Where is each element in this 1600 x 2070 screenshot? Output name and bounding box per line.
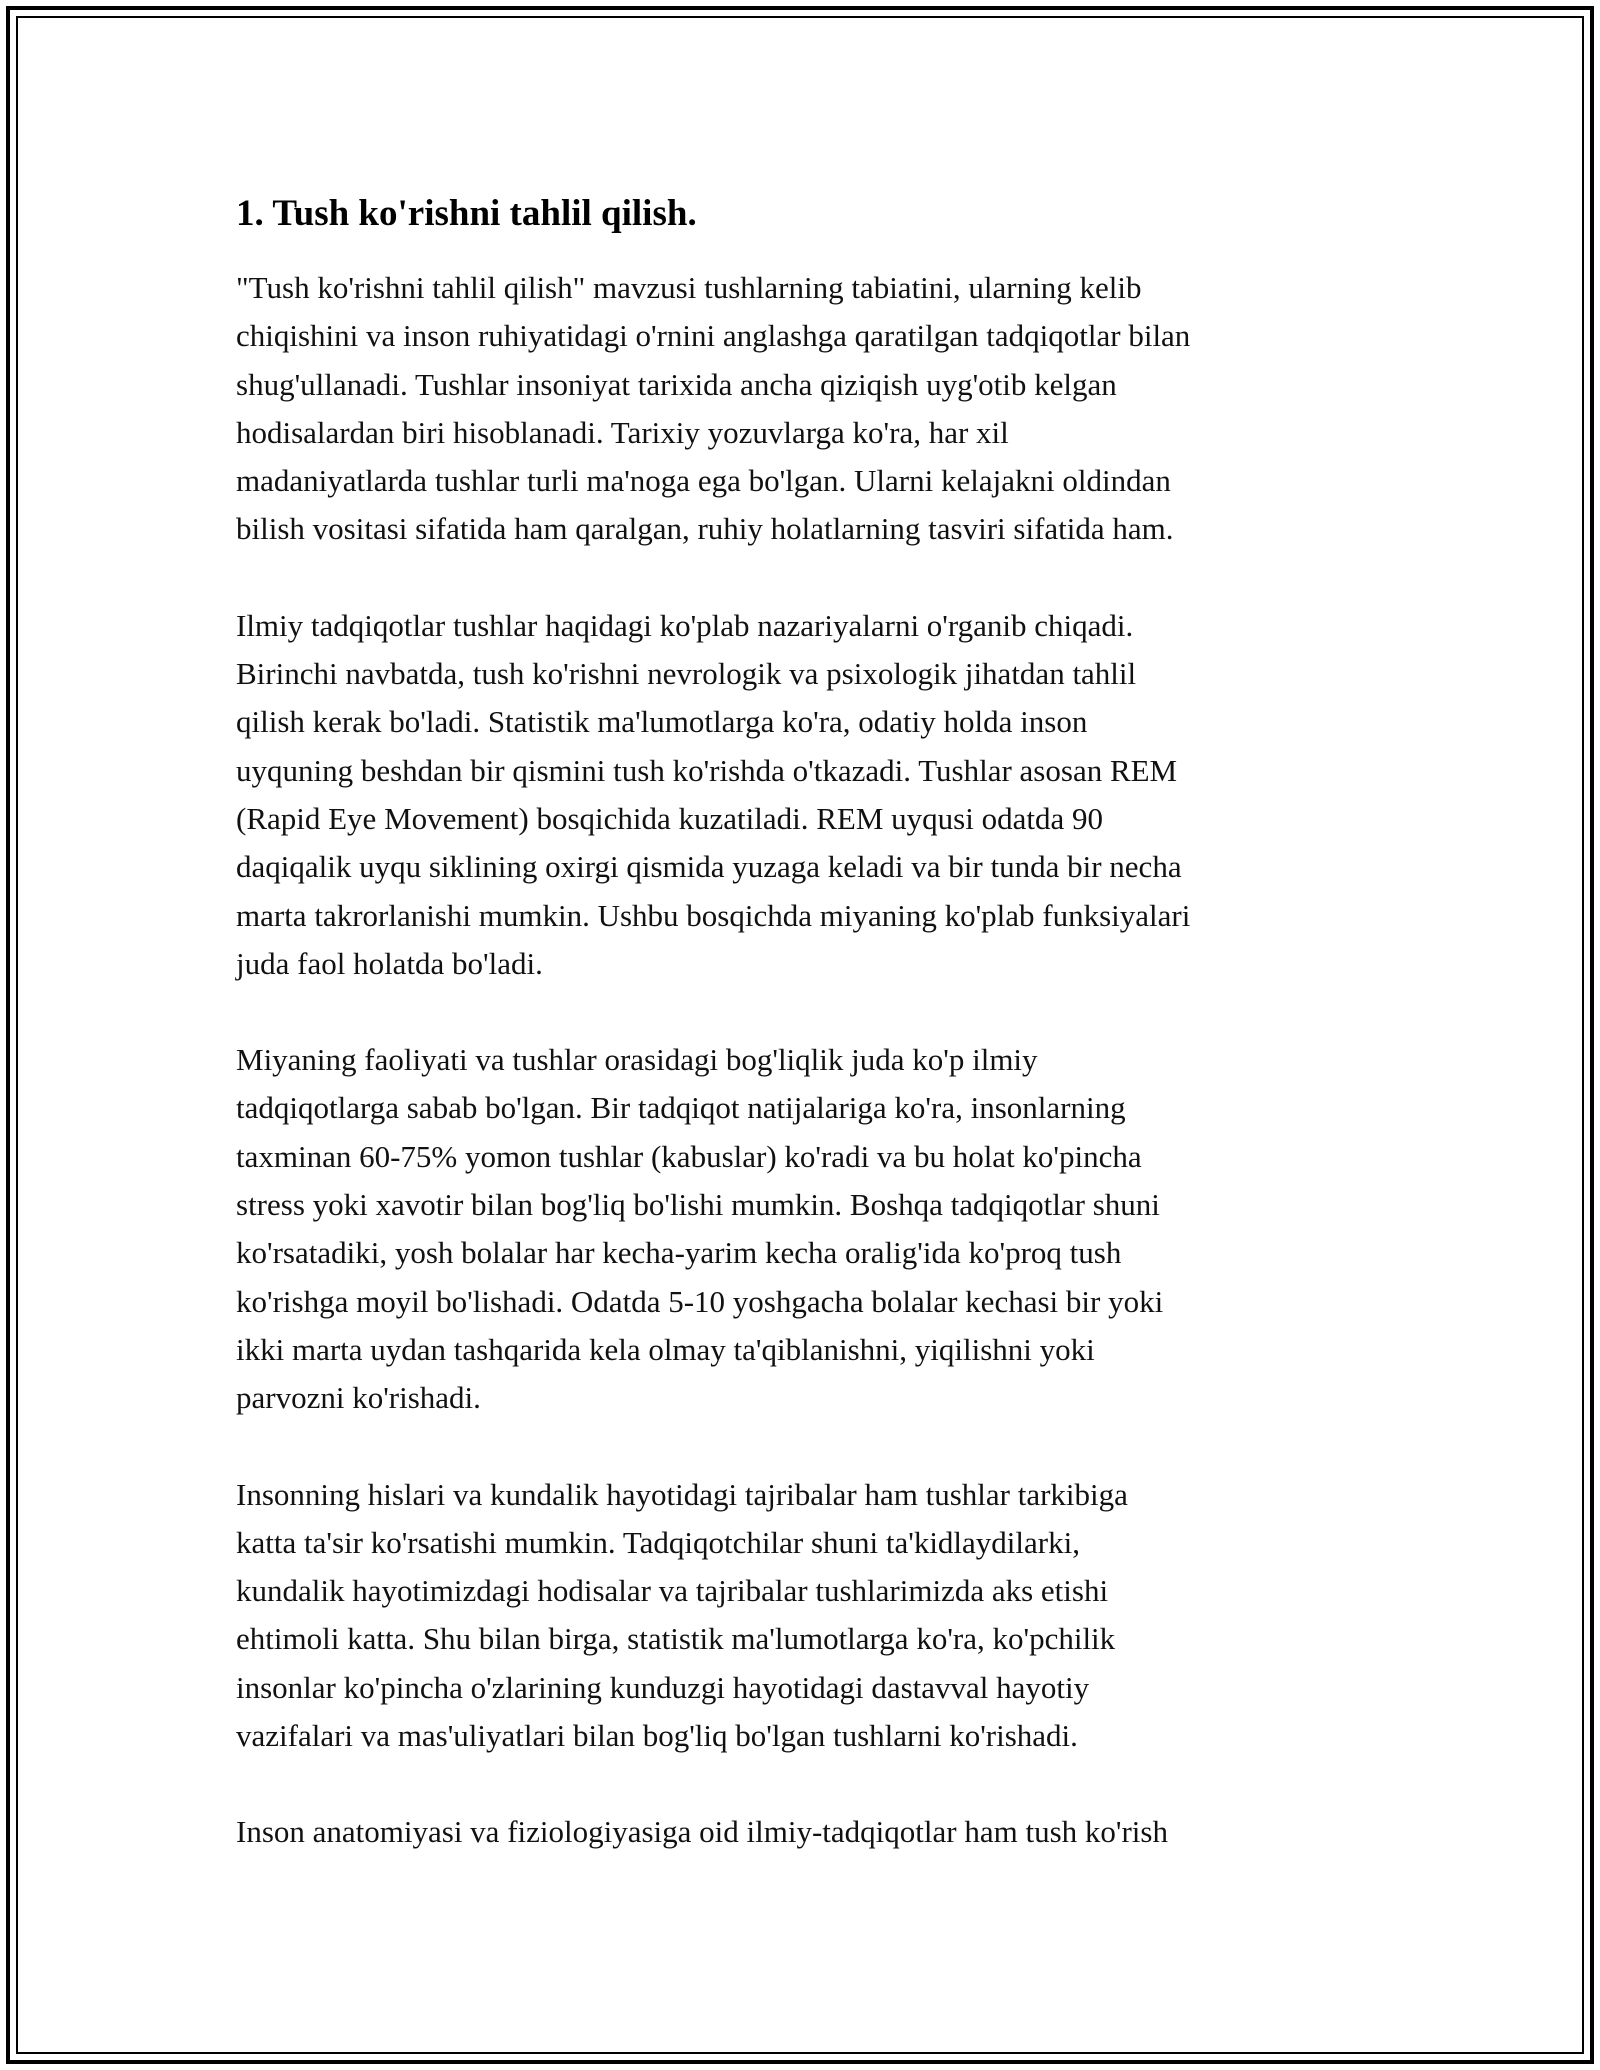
paragraph-1 <box>236 264 1376 554</box>
paragraph-line: hodisalardan biri hisoblanadi. Tarixiy yozuvlarga ko'ra, har xil <box>236 414 1009 450</box>
paragraph-2 <box>236 602 1376 988</box>
paragraph-line: Insonning hislari va kundalik hayotidagi tajribalar ham tushlar tarkibiga <box>236 1476 1128 1512</box>
paragraph-line: vazifalari va mas'uliyatlari bilan bog'liq bo'lgan tushlarni ko'rishadi. <box>236 1718 1078 1754</box>
paragraph-line: katta ta'sir ko'rsatishi mumkin. Tadqiqotchilar shuni ta'kidlaydilarki, <box>236 1524 1080 1560</box>
section-heading: 1. Tush ko'rishni tahlil qilish. <box>236 193 697 234</box>
paragraph-line: Inson anatomiyasi va fiziologiyasiga oid ilmiy-tadqiqotlar ham tush ko'rish <box>236 1814 1168 1850</box>
paragraph-line: madaniyatlarda tushlar turli ma'noga ega bo'lgan. Ularni kelajakni oldindan <box>236 463 1171 499</box>
paragraph-line: ikki marta uydan tashqarida kela olmay ta'qiblanishni, yiqilishni yoki <box>236 1331 1095 1367</box>
paragraph-line: parvozni ko'rishadi. <box>236 1380 481 1416</box>
paragraph-line: kundalik hayotimizdagi hodisalar va tajribalar tushlarimizda aks etishi <box>236 1573 1109 1609</box>
paragraph-3 <box>236 1036 1376 1422</box>
paragraph-line: ko'rsatadiki, yosh bolalar har kecha-yarim kecha oralig'ida ko'proq tush <box>236 1235 1122 1271</box>
paragraph-line: chiqishini va inson ruhiyatidagi o'rnini anglashga qaratilgan tadqiqotlar bilan <box>236 318 1191 354</box>
paragraph-line: Ilmiy tadqiqotlar tushlar haqidagi ko'plab nazariyalarni o'rganib chiqadi. <box>236 607 1134 643</box>
paragraph-line: (Rapid Eye Movement) bosqichida kuzatiladi. REM uyqusi odatda 90 <box>236 800 1103 836</box>
paragraph-line: uyquning beshdan bir qismini tush ko'rishda o'tkazadi. Tushlar asosan REM <box>236 752 1178 788</box>
paragraph-line: taxminan 60-75% yomon tushlar (kabuslar) ko'radi va bu holat ko'pincha <box>236 1138 1142 1174</box>
paragraph-line: "Tush ko'rishni tahlil qilish" mavzusi tushlarning tabiatini, ularning kelib <box>236 270 1142 305</box>
paragraph-4 <box>236 1471 1376 1761</box>
paragraph-line: ehtimoli katta. Shu bilan birga, statistik ma'lumotlarga ko'ra, ko'pchilik <box>236 1621 1116 1657</box>
paragraph-line: tadqiqotlarga sabab bo'lgan. Bir tadqiqot natijalariga ko'ra, insonlarning <box>236 1090 1126 1126</box>
paragraph-line: ko'rishga moyil bo'lishadi. Odatda 5-10 yoshgacha bolalar kechasi bir yoki <box>236 1283 1164 1319</box>
paragraph-line: stress yoki xavotir bilan bog'liq bo'lishi mumkin. Boshqa tadqiqotlar shuni <box>236 1187 1160 1223</box>
document-body <box>236 186 1376 1905</box>
paragraph-line: insonlar ko'pincha o'zlarining kunduzgi hayotidagi dastavval hayotiy <box>236 1669 1090 1705</box>
paragraph-line: qilish kerak bo'ladi. Statistik ma'lumotlarga ko'ra, odatiy holda inson <box>236 704 1088 740</box>
paragraph-5 <box>236 1808 1376 1856</box>
paragraph-line: Birinchi navbatda, tush ko'rishni nevrologik va psixologik jihatdan tahlil <box>236 656 1137 692</box>
paragraph-line: juda faol holatda bo'ladi. <box>236 945 543 981</box>
paragraph-line: marta takrorlanishi mumkin. Ushbu bosqichda miyaning ko'plab funksiyalari <box>236 897 1191 933</box>
paragraph-line: shug'ullanadi. Tushlar insoniyat tarixida ancha qiziqish uyg'otib kelgan <box>236 366 1117 402</box>
paragraph-line: bilish vositasi sifatida ham qaralgan, ruhiy holatlarning tasviri sifatida ham. <box>236 511 1174 547</box>
paragraph-line: Miyaning faoliyati va tushlar orasidagi bog'liqlik juda ko'p ilmiy <box>236 1042 1038 1078</box>
paragraph-line: daqiqalik uyqu siklining oxirgi qismida yuzaga keladi va bir tunda bir necha <box>236 849 1182 885</box>
